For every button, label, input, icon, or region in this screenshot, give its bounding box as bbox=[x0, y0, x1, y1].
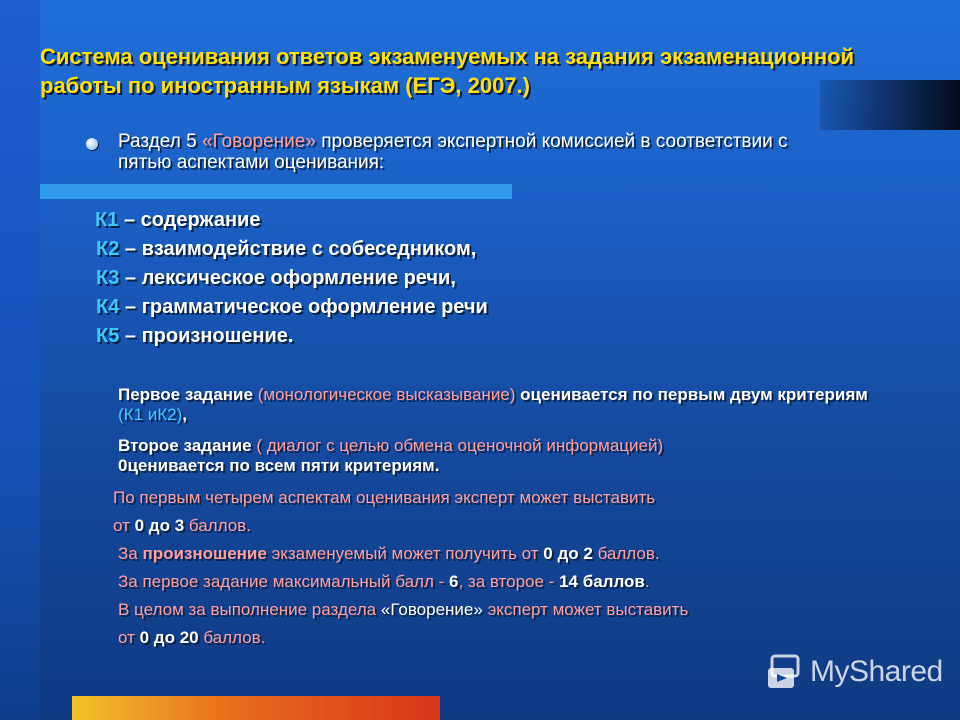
task-max-score-line: За первое задание максимальный балл - 6, за второе - 14 баллов. bbox=[118, 572, 650, 591]
decor-orange-bar bbox=[72, 696, 440, 720]
criterion-k3: К3 – лексическое оформление речи, bbox=[96, 267, 456, 289]
total-score-line-1: В целом за выполнение раздела «Говорение» эксперт может выставить bbox=[118, 600, 689, 619]
total-score-line-2: от 0 до 20 баллов. bbox=[118, 628, 266, 647]
pronunciation-score-line: За произношение экзаменуемый может получить от 0 до 2 баллов. bbox=[118, 544, 660, 563]
left-decor-strip bbox=[0, 0, 40, 720]
criterion-k1: К1 – содержание bbox=[95, 209, 261, 231]
slide-title: Система оценивания ответов экзаменуемых на задания экзаменационной работы по иностранным языкам (ЕГЭ, 2007.) bbox=[40, 44, 855, 98]
criterion-k4: К4 – грамматическое оформление речи bbox=[96, 296, 488, 318]
max-score-line-2: от 0 до 3 баллов. bbox=[113, 516, 251, 535]
max-score-line-1: По первым четырем аспектам оценивания эксперт может выставить bbox=[113, 488, 656, 507]
decor-light-band bbox=[40, 184, 512, 199]
myshared-logo-icon bbox=[766, 654, 804, 690]
watermark: MyShared bbox=[766, 654, 943, 690]
bullet-icon bbox=[86, 138, 98, 150]
section-name: «Говорение» bbox=[201, 131, 316, 152]
criterion-k2: К2 – взаимодействие с собеседником, bbox=[96, 238, 477, 260]
criterion-k5: К5 – произношение. bbox=[96, 325, 294, 347]
intro-paragraph: Раздел 5 «Говорение» проверяется экспертной комиссией в соответствии с пятью аспектами оценивания: bbox=[118, 131, 788, 173]
task2-paragraph: Второе задание ( диалог с целью обмена оценочной информацией) 0ценивается по всем пяти критериям. bbox=[118, 436, 664, 475]
task1-paragraph: Первое задание (монологическое высказывание) оценивается по первым двум критериям (К1 иК2), bbox=[118, 385, 868, 424]
